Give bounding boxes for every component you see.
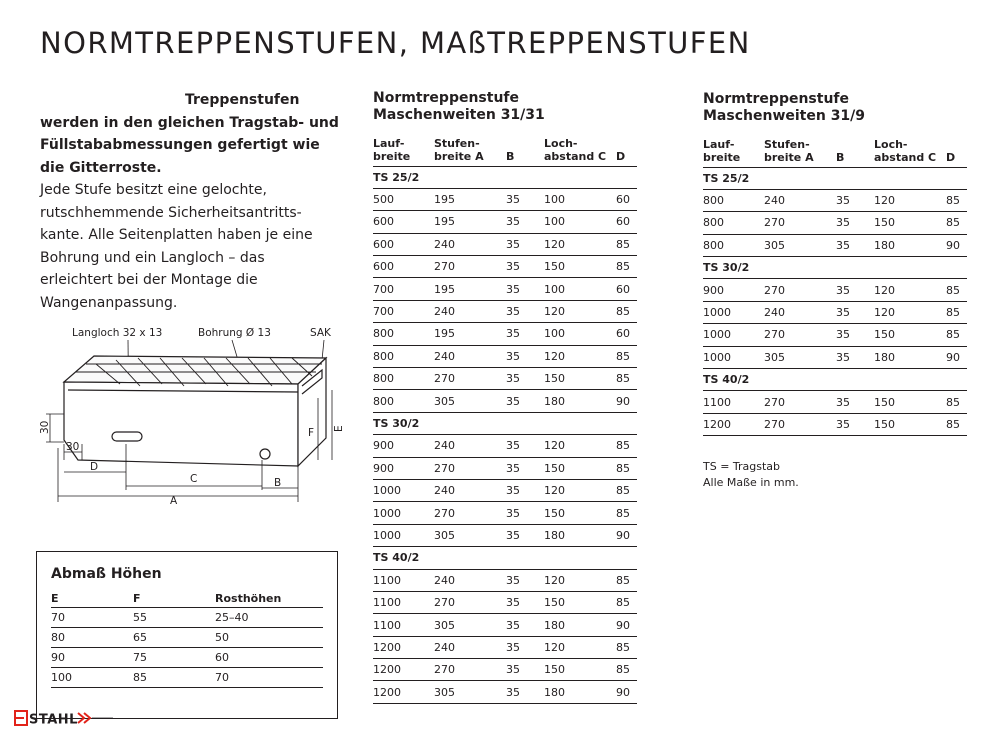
table-cell: 35 (836, 413, 874, 435)
table-cell: 240 (434, 636, 506, 658)
group-label: TS 25/2 (703, 167, 836, 189)
group-spacer (506, 547, 544, 569)
table-cell: 1000 (703, 324, 764, 346)
table-cell: 35 (506, 659, 544, 681)
column-header (764, 133, 836, 167)
column-header-line: breite A (434, 149, 484, 163)
table-cell: 35 (506, 502, 544, 524)
table-cell: 270 (434, 659, 506, 681)
table-cell: 800 (373, 390, 434, 412)
table-cell: 150 (874, 391, 946, 413)
table-cell: 35 (506, 524, 544, 546)
group-spacer (616, 412, 637, 434)
dim-a: A (170, 495, 178, 507)
table-row (51, 667, 323, 687)
group-row (373, 412, 637, 434)
table-cell: 900 (373, 435, 434, 457)
group-spacer (874, 167, 946, 189)
table-cell: 60 (215, 647, 323, 667)
table-row (703, 346, 967, 368)
table-row (373, 636, 637, 658)
dim-30-vertical: 30 (39, 420, 51, 434)
column-header (434, 132, 506, 166)
column-header-line: breite A (764, 150, 814, 164)
table-cell: 1000 (703, 346, 764, 368)
table-cell: 85 (946, 212, 967, 234)
table-cell: 85 (616, 636, 637, 658)
table-cell: 35 (506, 278, 544, 300)
group-spacer (946, 167, 967, 189)
table-cell: 35 (506, 636, 544, 658)
table-cell: 85 (133, 667, 215, 687)
table-row (373, 569, 637, 591)
table-cell: 180 (544, 524, 616, 546)
table-row (373, 345, 637, 367)
intro-text (40, 89, 340, 314)
table-cell: 35 (506, 211, 544, 233)
table-row (703, 413, 967, 435)
table-cell: 55 (133, 607, 215, 627)
table-cell: 120 (874, 189, 946, 211)
dim-e: E (333, 425, 345, 432)
table-row (373, 278, 637, 300)
table-notes (703, 459, 799, 491)
table-cell: 85 (616, 502, 637, 524)
table-block-31-31 (373, 90, 637, 704)
group-row (703, 167, 967, 189)
label-sak: SAK (310, 327, 331, 339)
intro-body: Jede Stufe besitzt eine gelochte, rutschhemmende Sicherheitsantrittskante. Alle Seitenplatten haben je eine Bohrung und ein Langloch – das erleichtert bei der Montage die Wangenanpassung. (40, 182, 313, 311)
table-cell: 85 (616, 569, 637, 591)
column-header (616, 132, 637, 166)
table-31-31-title-line2: Maschenweiten 31/31 (373, 107, 545, 123)
dim-d: D (90, 461, 99, 473)
column-header (703, 133, 764, 167)
column-header (874, 133, 946, 167)
tread-body (64, 356, 326, 466)
table-cell: 120 (874, 279, 946, 301)
table-cell: 120 (544, 479, 616, 501)
table-cell: 150 (874, 413, 946, 435)
table-cell: 85 (946, 301, 967, 323)
table-cell: 600 (373, 256, 434, 278)
group-spacer (836, 167, 874, 189)
table-cell: 150 (544, 502, 616, 524)
column-header-line: Lauf- (373, 136, 405, 150)
table-row (373, 256, 637, 278)
table-cell: 100 (544, 323, 616, 345)
dim-c: C (190, 473, 198, 485)
table-cell: 85 (616, 300, 637, 322)
group-spacer (616, 547, 637, 569)
table-row (703, 212, 967, 234)
table-row (703, 301, 967, 323)
table-cell: 305 (434, 614, 506, 636)
heights-box (36, 551, 338, 719)
table-cell: 800 (373, 323, 434, 345)
table-row (373, 659, 637, 681)
table-cell: 60 (616, 188, 637, 210)
table-cell: 1200 (703, 413, 764, 435)
table-cell: 180 (874, 346, 946, 368)
group-spacer (506, 166, 544, 188)
table-row (373, 390, 637, 412)
column-header-line: breite (373, 149, 411, 163)
table-cell: 270 (764, 391, 836, 413)
table-row (373, 368, 637, 390)
table-row (51, 647, 323, 667)
table-block-31-9 (703, 91, 967, 436)
table-cell: 85 (616, 591, 637, 613)
group-spacer (946, 257, 967, 279)
table-cell: 35 (506, 614, 544, 636)
table-cell: 240 (434, 435, 506, 457)
table-cell: 1000 (703, 301, 764, 323)
table-cell: 150 (874, 212, 946, 234)
column-header-line: abstand C (874, 150, 937, 164)
column-header-line: B (836, 150, 845, 164)
table-cell: 85 (616, 659, 637, 681)
label-bohrung: Bohrung Ø 13 (198, 327, 271, 339)
table-cell: 305 (434, 390, 506, 412)
table-cell: 35 (836, 189, 874, 211)
table-cell: 35 (506, 591, 544, 613)
table-cell: 900 (703, 279, 764, 301)
table-cell: 35 (836, 279, 874, 301)
table-cell: 35 (836, 391, 874, 413)
table-cell: 120 (544, 435, 616, 457)
table-cell: 70 (51, 607, 133, 627)
table-cell: 305 (764, 346, 836, 368)
table-cell: 305 (434, 524, 506, 546)
table-cell: 180 (874, 234, 946, 256)
group-label: TS 40/2 (373, 547, 506, 569)
table-cell: 150 (544, 659, 616, 681)
col-rosthoehen: Rosthöhen (215, 591, 323, 607)
table-cell: 800 (703, 212, 764, 234)
table-cell: 270 (434, 591, 506, 613)
table-cell: 85 (616, 345, 637, 367)
column-header-line: Stufen- (764, 137, 810, 151)
group-spacer (836, 257, 874, 279)
page-title: NORMTREPPENSTUFEN, MAßTREPPENSTUFEN (40, 26, 751, 60)
table-cell: 1200 (373, 681, 434, 703)
table-cell: 70 (215, 667, 323, 687)
table-cell: 120 (874, 301, 946, 323)
table-cell: 180 (544, 614, 616, 636)
table-cell: 35 (506, 390, 544, 412)
table-cell: 500 (373, 188, 434, 210)
table-row (373, 300, 637, 322)
table-cell: 85 (616, 479, 637, 501)
table-cell: 120 (544, 636, 616, 658)
table-cell: 75 (133, 647, 215, 667)
col-e: E (51, 591, 133, 607)
table-cell: 90 (616, 681, 637, 703)
table-row (373, 435, 637, 457)
table-cell: 60 (616, 323, 637, 345)
column-header-line: B (506, 149, 515, 163)
column-header (373, 132, 434, 166)
stair-tread-diagram (36, 320, 345, 507)
table-cell: 120 (544, 233, 616, 255)
table-cell: 1100 (703, 391, 764, 413)
group-row (373, 547, 637, 569)
table-row (373, 524, 637, 546)
table-row (373, 614, 637, 636)
intro-lead: werden in den gleichen Tragstab- und Füllstababmessungen gefertigt wie die Gitterroste. (40, 114, 339, 176)
table-cell: 90 (616, 390, 637, 412)
group-row (703, 369, 967, 391)
group-spacer (544, 166, 616, 188)
col-f: F (133, 591, 215, 607)
table-cell: 120 (544, 300, 616, 322)
table-cell: 270 (434, 502, 506, 524)
column-header-line: Lauf- (703, 137, 735, 151)
table-cell: 100 (544, 278, 616, 300)
table-cell: 1100 (373, 614, 434, 636)
estahl-logo (14, 709, 114, 727)
group-label: TS 25/2 (373, 166, 506, 188)
table-cell: 35 (506, 569, 544, 591)
table-cell: 85 (616, 457, 637, 479)
table-cell: 270 (434, 457, 506, 479)
group-row (373, 166, 637, 188)
column-header-line: breite (703, 150, 741, 164)
table-row (373, 591, 637, 613)
table-cell: 90 (946, 234, 967, 256)
table-cell: 240 (434, 479, 506, 501)
group-label: TS 30/2 (703, 257, 836, 279)
table-cell: 90 (616, 524, 637, 546)
column-header (836, 133, 874, 167)
table-cell: 85 (946, 189, 967, 211)
table-cell: 35 (506, 479, 544, 501)
table-31-31 (373, 132, 637, 704)
table-cell: 600 (373, 233, 434, 255)
group-spacer (506, 412, 544, 434)
table-cell: 195 (434, 278, 506, 300)
table-cell: 35 (506, 345, 544, 367)
table-cell: 305 (434, 681, 506, 703)
table-cell: 35 (506, 233, 544, 255)
table-cell: 85 (616, 368, 637, 390)
table-cell: 1000 (373, 502, 434, 524)
table-cell: 25–40 (215, 607, 323, 627)
double-chevron-right-icon (78, 713, 90, 723)
table-row (703, 324, 967, 346)
table-cell: 270 (764, 279, 836, 301)
label-langloch: Langloch 32 x 13 (72, 327, 163, 339)
table-cell: 270 (764, 212, 836, 234)
table-row (373, 681, 637, 703)
column-header-line: D (616, 149, 626, 163)
table-row (373, 457, 637, 479)
column-header (544, 132, 616, 166)
table-cell: 60 (616, 278, 637, 300)
table-cell: 35 (836, 301, 874, 323)
table-cell: 700 (373, 300, 434, 322)
table-cell: 900 (373, 457, 434, 479)
heights-title: Abmaß Höhen (51, 566, 162, 582)
table-cell: 195 (434, 211, 506, 233)
column-header-line: Loch- (874, 137, 908, 151)
table-row (51, 627, 323, 647)
group-spacer (544, 547, 616, 569)
intro-heading: Treppenstufen (185, 92, 300, 108)
table-row (703, 234, 967, 256)
table-cell: 180 (544, 681, 616, 703)
table-cell: 35 (506, 256, 544, 278)
table-row (703, 189, 967, 211)
table-cell: 240 (434, 569, 506, 591)
table-cell: 85 (946, 391, 967, 413)
group-row (703, 257, 967, 279)
group-label: TS 30/2 (373, 412, 506, 434)
table-cell: 120 (544, 345, 616, 367)
group-spacer (946, 369, 967, 391)
table-cell: 800 (373, 345, 434, 367)
table-cell: 35 (836, 234, 874, 256)
heights-table (51, 591, 323, 688)
table-cell: 150 (544, 256, 616, 278)
group-spacer (616, 166, 637, 188)
group-label: TS 40/2 (703, 369, 836, 391)
table-cell: 1200 (373, 659, 434, 681)
table-row (373, 188, 637, 210)
table-cell: 60 (616, 211, 637, 233)
table-cell: 1000 (373, 524, 434, 546)
table-row (51, 607, 323, 627)
table-cell: 85 (946, 413, 967, 435)
table-cell: 65 (133, 627, 215, 647)
table-cell: 800 (703, 234, 764, 256)
note-tragstab: TS = Tragstab (703, 460, 781, 473)
table-cell: 270 (764, 413, 836, 435)
table-cell: 195 (434, 323, 506, 345)
column-header-line: abstand C (544, 149, 607, 163)
table-row (373, 211, 637, 233)
table-cell: 270 (764, 324, 836, 346)
table-cell: 100 (544, 211, 616, 233)
table-31-31-title-line1: Normtreppenstufe (373, 90, 520, 106)
table-row (703, 391, 967, 413)
table-cell: 800 (373, 368, 434, 390)
table-cell: 1200 (373, 636, 434, 658)
table-cell: 240 (764, 189, 836, 211)
table-cell: 85 (946, 279, 967, 301)
column-header-line: Loch- (544, 136, 578, 150)
table-31-9-title-line2: Maschenweiten 31/9 (703, 108, 866, 124)
table-cell: 85 (616, 435, 637, 457)
table-cell: 35 (506, 188, 544, 210)
table-cell: 305 (764, 234, 836, 256)
table-cell: 90 (946, 346, 967, 368)
table-cell: 240 (764, 301, 836, 323)
column-header-line: D (946, 150, 956, 164)
table-31-9-title-line1: Normtreppenstufe (703, 91, 850, 107)
table-cell: 1000 (373, 479, 434, 501)
table-cell: 100 (544, 188, 616, 210)
table-cell: 100 (51, 667, 133, 687)
table-cell: 270 (434, 256, 506, 278)
table-31-9 (703, 133, 967, 436)
table-cell: 600 (373, 211, 434, 233)
table-cell: 180 (544, 390, 616, 412)
column-header (506, 132, 544, 166)
table-cell: 240 (434, 233, 506, 255)
table-cell: 150 (544, 368, 616, 390)
table-cell: 270 (434, 368, 506, 390)
table-cell: 35 (506, 300, 544, 322)
group-spacer (874, 257, 946, 279)
table-row (373, 502, 637, 524)
table-row (373, 323, 637, 345)
table-cell: 85 (946, 324, 967, 346)
table-cell: 120 (544, 569, 616, 591)
column-header (946, 133, 967, 167)
group-spacer (544, 412, 616, 434)
note-units: Alle Maße in mm. (703, 476, 799, 489)
dim-b: B (274, 477, 282, 489)
table-cell: 90 (51, 647, 133, 667)
table-row (703, 279, 967, 301)
column-header-line: Stufen- (434, 136, 480, 150)
table-cell: 50 (215, 627, 323, 647)
table-cell: 35 (506, 368, 544, 390)
logo-text: STAHL (29, 712, 78, 728)
table-cell: 35 (506, 323, 544, 345)
group-spacer (836, 369, 874, 391)
table-cell: 150 (874, 324, 946, 346)
table-cell: 800 (703, 189, 764, 211)
dim-f: F (308, 427, 315, 439)
group-spacer (874, 369, 946, 391)
table-cell: 35 (506, 457, 544, 479)
table-cell: 35 (836, 346, 874, 368)
table-cell: 700 (373, 278, 434, 300)
table-cell: 90 (616, 614, 637, 636)
table-cell: 1100 (373, 569, 434, 591)
table-cell: 240 (434, 345, 506, 367)
table-cell: 80 (51, 627, 133, 647)
table-cell: 35 (506, 681, 544, 703)
table-row (373, 479, 637, 501)
table-cell: 195 (434, 188, 506, 210)
table-cell: 150 (544, 457, 616, 479)
table-cell: 85 (616, 233, 637, 255)
table-cell: 35 (836, 324, 874, 346)
table-cell: 240 (434, 300, 506, 322)
table-row (373, 233, 637, 255)
table-cell: 35 (506, 435, 544, 457)
table-cell: 35 (836, 212, 874, 234)
table-cell: 1100 (373, 591, 434, 613)
table-cell: 150 (544, 591, 616, 613)
dim-30-horizontal: 30 (66, 441, 80, 453)
table-cell: 85 (616, 256, 637, 278)
